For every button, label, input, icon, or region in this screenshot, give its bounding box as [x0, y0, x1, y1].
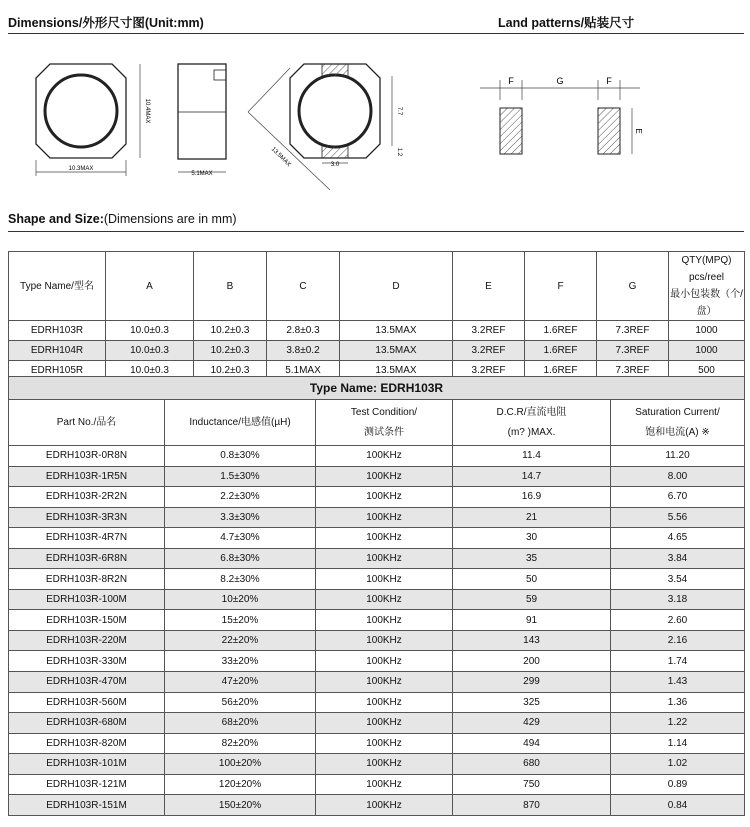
type-table-cell: 150±20%	[165, 795, 316, 816]
shape-heading-note: (Dimensions are in mm)	[103, 212, 237, 226]
shape-table-cell: 2.8±0.3	[267, 321, 340, 341]
land-f1-label: F	[508, 76, 514, 86]
shape-table-cell: 1.6REF	[525, 321, 597, 341]
type-table-row	[9, 795, 745, 816]
shape-heading	[8, 212, 237, 226]
type-table-cell: 100±20%	[165, 754, 316, 775]
shape-table-cell: 7.3REF	[597, 341, 669, 361]
type-table-row	[9, 466, 745, 487]
shape-size-table	[8, 251, 745, 381]
shape-header-qty	[669, 252, 745, 321]
type-table-row	[9, 754, 745, 775]
type-table-cell: 4.65	[611, 528, 745, 549]
side-view-drawing	[178, 64, 226, 177]
type-table-cell: 11.4	[453, 446, 611, 467]
shape-table-cell: 10.0±0.3	[106, 341, 194, 361]
shape-table-cell: 1000	[669, 321, 745, 341]
type-table-cell: 3.84	[611, 548, 745, 569]
type-table-cell: 2.60	[611, 610, 745, 631]
type-table-cell: 21	[453, 507, 611, 528]
type-table-row	[9, 630, 745, 651]
type-table-cell: 1.74	[611, 651, 745, 672]
type-table-cell: EDRH103R-150M	[9, 610, 165, 631]
type-table-row	[9, 589, 745, 610]
shape-table-cell: 1.6REF	[525, 361, 597, 381]
dcr-header-line2: (m? )MAX.	[507, 426, 556, 438]
type-table-cell: 6.70	[611, 487, 745, 508]
shape-table-cell: 5.1MAX	[267, 361, 340, 381]
sat-header-line2: 饱和电流(A) ※	[645, 426, 710, 438]
type-table-cell: 35	[453, 548, 611, 569]
type-table-title-row	[9, 377, 745, 400]
shape-table-cell: 10.2±0.3	[194, 321, 267, 341]
type-table-cell: 3.54	[611, 569, 745, 590]
type-table-cell: EDRH103R-151M	[9, 795, 165, 816]
dcr-header-line1: D.C.R/直流电阻	[496, 406, 567, 418]
top-view-drawing	[36, 64, 150, 176]
header-part-no: Part No./品名	[9, 400, 165, 446]
type-table-cell: EDRH103R-100M	[9, 589, 165, 610]
type-table-row	[9, 446, 745, 467]
type-table-cell: 100KHz	[316, 528, 453, 549]
shape-table-cell: 1.6REF	[525, 341, 597, 361]
type-table-cell: 120±20%	[165, 774, 316, 795]
header-saturation	[611, 400, 745, 446]
type-table-cell: EDRH103R-3R3N	[9, 507, 165, 528]
type-table-cell: 2.2±30%	[165, 487, 316, 508]
header-test-condition	[316, 400, 453, 446]
type-table-cell: 100KHz	[316, 713, 453, 734]
type-table-cell: 100KHz	[316, 610, 453, 631]
type-table-cell: 56±20%	[165, 692, 316, 713]
type-table-cell: 59	[453, 589, 611, 610]
type-table-cell: 100KHz	[316, 548, 453, 569]
shape-header-c: C	[267, 252, 340, 321]
type-table-cell: 299	[453, 672, 611, 693]
shape-header-e: E	[453, 252, 525, 321]
type-table-cell: 30	[453, 528, 611, 549]
type-table-cell: 3.3±30%	[165, 507, 316, 528]
type-table-cell: 1.02	[611, 754, 745, 775]
type-table-cell: EDRH103R-0R8N	[9, 446, 165, 467]
type-table-cell: 16.9	[453, 487, 611, 508]
type-table-cell: 1.36	[611, 692, 745, 713]
type-table-cell: 5.56	[611, 507, 745, 528]
land-g-label: G	[556, 76, 564, 86]
shape-rule	[8, 231, 744, 232]
type-table-cell: EDRH103R-101M	[9, 754, 165, 775]
shape-table-cell: 10.0±0.3	[106, 321, 194, 341]
shape-header-f: F	[525, 252, 597, 321]
type-table-cell: 100KHz	[316, 630, 453, 651]
type-table-cell: 0.8±30%	[165, 446, 316, 467]
land-pattern-drawing	[480, 76, 643, 154]
type-table-cell: 8.2±30%	[165, 569, 316, 590]
shape-table-cell: 1000	[669, 341, 745, 361]
shape-table-cell: EDRH105R	[9, 361, 106, 381]
shape-table-cell: 3.2REF	[453, 361, 525, 381]
shape-table-cell: 13.5MAX	[340, 341, 453, 361]
type-table-cell: 100KHz	[316, 795, 453, 816]
shape-table-cell: 7.3REF	[597, 361, 669, 381]
type-table-cell: EDRH103R-470M	[9, 672, 165, 693]
type-table-cell: 0.89	[611, 774, 745, 795]
type-table-cell: 100KHz	[316, 733, 453, 754]
shape-header-a: A	[106, 252, 194, 321]
shape-table-row	[9, 341, 745, 361]
shape-table-cell: 3.2REF	[453, 321, 525, 341]
shape-header-type: Type Name/型名	[9, 252, 106, 321]
type-table	[8, 376, 745, 816]
type-table-cell: 100KHz	[316, 672, 453, 693]
shape-table-cell: 13.5MAX	[340, 361, 453, 381]
type-table-cell: 1.43	[611, 672, 745, 693]
dim-77-label: 7.7	[396, 106, 402, 116]
shape-table-cell: 13.5MAX	[340, 321, 453, 341]
shape-table-cell: 10.0±0.3	[106, 361, 194, 381]
qty-header-line1: QTY(MPQ) pcs/reel	[681, 255, 732, 283]
dim-12-label: 1.2	[396, 147, 402, 157]
dim-height-label: 5.1MAX	[191, 171, 213, 177]
shape-table-cell: EDRH103R	[9, 321, 106, 341]
type-table-cell: 100KHz	[316, 692, 453, 713]
type-table-cell: 6.8±30%	[165, 548, 316, 569]
dim-b-label: 10.4MAX	[144, 98, 150, 124]
bottom-view-drawing	[248, 64, 402, 190]
type-table-header-row	[9, 400, 745, 446]
type-table-cell: 100KHz	[316, 589, 453, 610]
test-header-line1: Test Condition/	[350, 406, 418, 418]
type-table-cell: 100KHz	[316, 569, 453, 590]
shape-table-cell: 3.8±0.2	[267, 341, 340, 361]
type-table-cell: 1.22	[611, 713, 745, 734]
type-table-cell: EDRH103R-220M	[9, 630, 165, 651]
type-table-cell: EDRH103R-560M	[9, 692, 165, 713]
type-table-row	[9, 487, 745, 508]
dimensions-heading: Dimensions/外形尺寸图(Unit:mm)	[8, 16, 204, 30]
type-table-cell: EDRH103R-820M	[9, 733, 165, 754]
type-table-cell: 4.7±30%	[165, 528, 316, 549]
type-table-cell: EDRH103R-8R2N	[9, 569, 165, 590]
type-table-row	[9, 733, 745, 754]
type-table-cell: 100KHz	[316, 754, 453, 775]
type-table-cell: 100KHz	[316, 466, 453, 487]
type-table-row	[9, 548, 745, 569]
type-table-cell: 91	[453, 610, 611, 631]
test-header-line2: 测试条件	[364, 426, 404, 438]
type-table-cell: 325	[453, 692, 611, 713]
type-table-cell: 10±20%	[165, 589, 316, 610]
type-table-row	[9, 507, 745, 528]
shape-table-row	[9, 321, 745, 341]
shape-heading-bold: Shape and Size:	[8, 212, 104, 226]
shape-table-cell: 3.2REF	[453, 341, 525, 361]
header-inductance: Inductance/电感值(µH)	[165, 400, 316, 446]
dim-a-label: 10.3MAX	[68, 166, 94, 172]
type-table-row	[9, 569, 745, 590]
type-table-cell: 33±20%	[165, 651, 316, 672]
shape-table-cell: 10.2±0.3	[194, 361, 267, 381]
type-table-row	[9, 528, 745, 549]
type-table-cell: 0.84	[611, 795, 745, 816]
type-table-cell: 429	[453, 713, 611, 734]
type-table-cell: 22±20%	[165, 630, 316, 651]
type-table-cell: 47±20%	[165, 672, 316, 693]
shape-table-cell: 7.3REF	[597, 321, 669, 341]
type-table-cell: 100KHz	[316, 507, 453, 528]
header-dcr	[453, 400, 611, 446]
shape-table-cell: 10.2±0.3	[194, 341, 267, 361]
type-table-cell: 82±20%	[165, 733, 316, 754]
type-table-cell: 11.20	[611, 446, 745, 467]
type-table-row	[9, 774, 745, 795]
type-table-cell: 1.14	[611, 733, 745, 754]
shape-table-header-row	[9, 252, 745, 321]
type-table-cell: EDRH103R-1R5N	[9, 466, 165, 487]
type-table-cell: EDRH103R-680M	[9, 713, 165, 734]
shape-header-b: B	[194, 252, 267, 321]
type-table-cell: 2.16	[611, 630, 745, 651]
type-table-cell: 14.7	[453, 466, 611, 487]
type-table-cell: 143	[453, 630, 611, 651]
type-table-cell: EDRH103R-121M	[9, 774, 165, 795]
land-f2-label: F	[606, 76, 612, 86]
type-table-cell: 8.00	[611, 466, 745, 487]
dim-pad-label: 3.0	[330, 162, 340, 168]
shape-header-g: G	[597, 252, 669, 321]
shape-header-d: D	[340, 252, 453, 321]
type-table-cell: 1.5±30%	[165, 466, 316, 487]
type-table-title: Type Name: EDRH103R	[9, 377, 745, 400]
type-table-cell: 68±20%	[165, 713, 316, 734]
type-table-cell: EDRH103R-4R7N	[9, 528, 165, 549]
type-table-cell: 100KHz	[316, 487, 453, 508]
type-table-cell: 494	[453, 733, 611, 754]
dim-diag-label: 13.5MAX	[269, 146, 292, 169]
type-table-cell: 100KHz	[316, 774, 453, 795]
type-table-cell: 200	[453, 651, 611, 672]
type-table-cell: 3.18	[611, 589, 745, 610]
shape-table-cell: 500	[669, 361, 745, 381]
type-table-cell: EDRH103R-2R2N	[9, 487, 165, 508]
type-table-cell: EDRH103R-6R8N	[9, 548, 165, 569]
type-table-row	[9, 692, 745, 713]
type-table-cell: 100KHz	[316, 651, 453, 672]
type-table-cell: EDRH103R-330M	[9, 651, 165, 672]
land-patterns-heading: Land patterns/贴装尺寸	[498, 16, 635, 30]
qty-header-line2: 最小包装数（个/盘）	[670, 289, 743, 317]
type-table-cell: 750	[453, 774, 611, 795]
type-table-cell: 100KHz	[316, 446, 453, 467]
type-table-cell: 680	[453, 754, 611, 775]
type-table-cell: 15±20%	[165, 610, 316, 631]
type-table-row	[9, 610, 745, 631]
sat-header-line1: Saturation Current/	[635, 406, 720, 418]
type-table-row	[9, 713, 745, 734]
type-table-row	[9, 672, 745, 693]
shape-table-cell: EDRH104R	[9, 341, 106, 361]
type-table-cell: 50	[453, 569, 611, 590]
land-e-label: E	[634, 128, 643, 134]
type-table-cell: 870	[453, 795, 611, 816]
type-table-row	[9, 651, 745, 672]
